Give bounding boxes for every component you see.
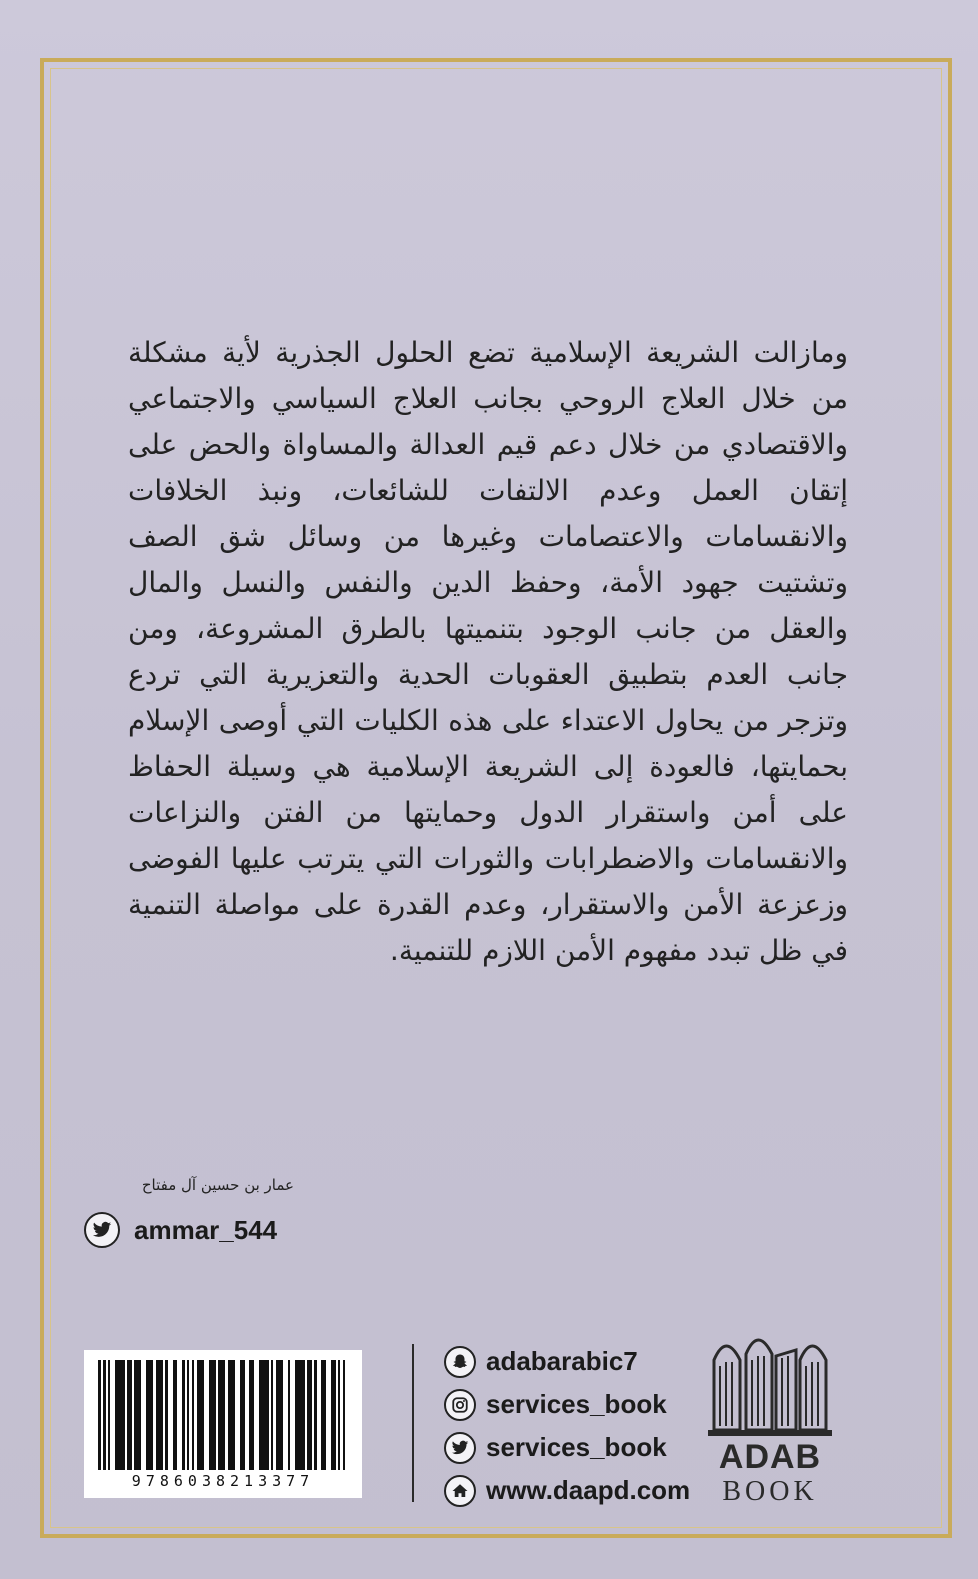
logo-word-adab: ADAB <box>718 1438 822 1476</box>
barcode-bar <box>115 1360 125 1470</box>
barcode-bar <box>345 1360 347 1470</box>
publisher-social-list <box>444 1340 704 1512</box>
barcode-bar <box>209 1360 216 1470</box>
barcode-bar <box>276 1360 283 1470</box>
twitter-bird-icon <box>444 1432 476 1464</box>
twitter-row <box>444 1426 704 1469</box>
twitter-handle: services_book <box>486 1432 667 1462</box>
barcode-bar <box>134 1360 141 1470</box>
author-twitter-handle: ammar_544 <box>134 1214 278 1245</box>
barcode-bar <box>259 1360 269 1470</box>
adab-book-logo <box>700 1326 840 1506</box>
barcode-bar <box>146 1360 153 1470</box>
instagram-camera-icon <box>444 1389 476 1421</box>
barcode-bar <box>197 1360 204 1470</box>
blurb-paragraph: ومازالت الشريعة الإسلامية تضع الحلول الجذرية لأية مشكلة من خلال العلاج الروحي بجانب العلاج السياسي والاجتماعي والاقتصادي من خلال دعم قيم العدالة والمساواة والحض على إتقان العمل وعدم الالتفات للشائعات، ونبذ الخلافات والانقسامات والاعتصامات وغيرها من وسائل شق الصف وتشتيت جهود الأمة، وحفظ الدين والنفس والنسل والمال والعقل من جانب الوجود بتنميتها بالطرق المشروعة، ومن جانب العدم بتطبيق العقوبات الحدية والتعزيرية التي تردع وتزجر من يحاول الاعتداء على هذه الكليات التي أوصى الإسلام بحمايتها، فالعودة إلى الشريعة الإسلامية هي وسيلة الحفاظ على أمن واستقرار الدول وحمايتها من الفتن والنزاعات والانقسامات والاضطرابات والثورات التي يترتب عليها الفوضى وزعزعة الأمن والاستقرار، وعدم القدرة على مواصلة التنمية في ظل تبدد مفهوم الأمن اللازم للتنمية. <box>128 336 848 967</box>
snapchat-handle: adabarabic7 <box>486 1346 638 1376</box>
instagram-handle: services_book <box>486 1389 667 1419</box>
snapchat-ghost-icon <box>444 1346 476 1378</box>
barcode-bars <box>94 1360 352 1470</box>
isbn-number: 9786038213377 <box>131 1472 315 1490</box>
barcode-bar <box>228 1360 235 1470</box>
author-twitter <box>84 1210 277 1250</box>
logo-word-book: BOOK <box>722 1476 818 1507</box>
instagram-row <box>444 1383 704 1426</box>
barcode-bar <box>156 1360 163 1470</box>
home-icon <box>444 1475 476 1507</box>
vertical-divider <box>412 1344 414 1502</box>
isbn-barcode <box>84 1350 362 1498</box>
author-name: عمار بن حسين آل مفتاح <box>141 1176 294 1194</box>
twitter-bird-icon <box>84 1212 120 1248</box>
website-row <box>444 1469 704 1512</box>
snapchat-row <box>444 1340 704 1383</box>
website-url: www.daapd.com <box>486 1475 691 1505</box>
barcode-bar <box>295 1360 305 1470</box>
books-shelf-icon <box>700 1326 840 1438</box>
barcode-bar <box>218 1360 225 1470</box>
